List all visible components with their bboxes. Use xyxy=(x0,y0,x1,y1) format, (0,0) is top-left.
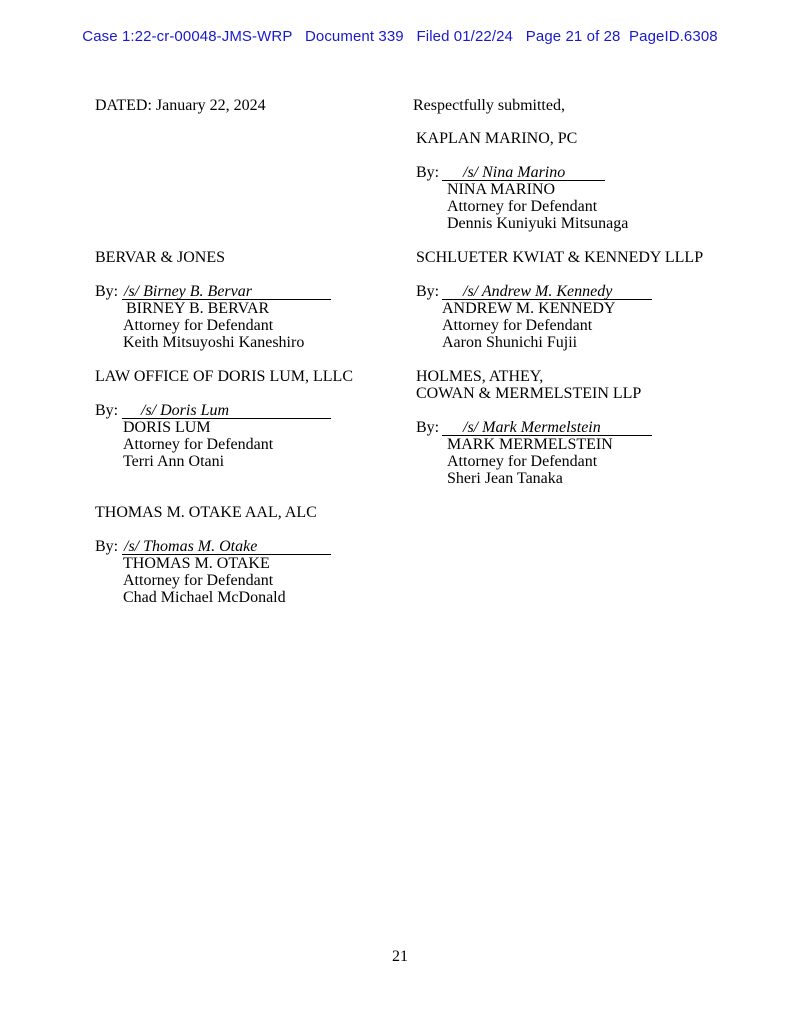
by-label: By: xyxy=(416,164,440,181)
attorney-role: Attorney for Defendant xyxy=(447,453,598,470)
attorney-name: BIRNEY B. BERVAR xyxy=(126,300,270,317)
firm-name: THOMAS M. OTAKE AAL, ALC xyxy=(95,504,317,521)
firm-name: HOLMES, ATHEY, xyxy=(416,368,544,385)
defendant-name: Chad Michael McDonald xyxy=(123,589,286,606)
firm-name: BERVAR & JONES xyxy=(95,249,226,266)
by-label: By: xyxy=(95,402,119,419)
respectfully-submitted: Respectfully submitted, xyxy=(413,97,565,114)
attorney-name: THOMAS M. OTAKE xyxy=(123,555,270,572)
page-number: 21 xyxy=(392,948,408,965)
by-label: By: xyxy=(95,538,119,555)
defendant-name: Aaron Shunichi Fujii xyxy=(442,334,578,351)
case-header: Case 1:22-cr-00048-JMS-WRP Document 339 Filed 01/22/24 Page 21 of 28 PageID.6308 xyxy=(82,28,718,45)
firm-name: LAW OFFICE OF DORIS LUM, LLLC xyxy=(95,368,353,385)
firm-name: SCHLUETER KWIAT & KENNEDY LLLP xyxy=(416,249,704,266)
by-label: By: xyxy=(95,283,119,300)
by-label: By: xyxy=(416,283,440,300)
attorney-role: Attorney for Defendant xyxy=(123,317,274,334)
signature: /s/ Thomas M. Otake xyxy=(124,538,258,555)
by-label: By: xyxy=(416,419,440,436)
attorney-role: Attorney for Defendant xyxy=(447,198,598,215)
attorney-name: DORIS LUM xyxy=(123,419,211,436)
defendant-name: Terri Ann Otani xyxy=(123,453,225,470)
firm-name-line-2: COWAN & MERMELSTEIN LLP xyxy=(416,385,642,402)
defendant-name: Sheri Jean Tanaka xyxy=(447,470,563,487)
attorney-role: Attorney for Defendant xyxy=(123,572,274,589)
attorney-name: NINA MARINO xyxy=(447,181,555,198)
attorney-name: MARK MERMELSTEIN xyxy=(447,436,613,453)
firm-name: KAPLAN MARINO, PC xyxy=(416,130,578,147)
signature: /s/ Birney B. Bervar xyxy=(124,283,252,300)
attorney-role: Attorney for Defendant xyxy=(123,436,274,453)
signature: /s/ Doris Lum xyxy=(141,402,230,419)
attorney-role: Attorney for Defendant xyxy=(442,317,593,334)
signature: /s/ Mark Mermelstein xyxy=(463,419,601,436)
defendant-name: Keith Mitsuyoshi Kaneshiro xyxy=(123,334,305,351)
signature: /s/ Nina Marino xyxy=(463,164,566,181)
attorney-name: ANDREW M. KENNEDY xyxy=(442,300,616,317)
signature: /s/ Andrew M. Kennedy xyxy=(463,283,613,300)
dated-line: DATED: January 22, 2024 xyxy=(95,97,266,114)
defendant-name: Dennis Kuniyuki Mitsunaga xyxy=(447,215,629,232)
